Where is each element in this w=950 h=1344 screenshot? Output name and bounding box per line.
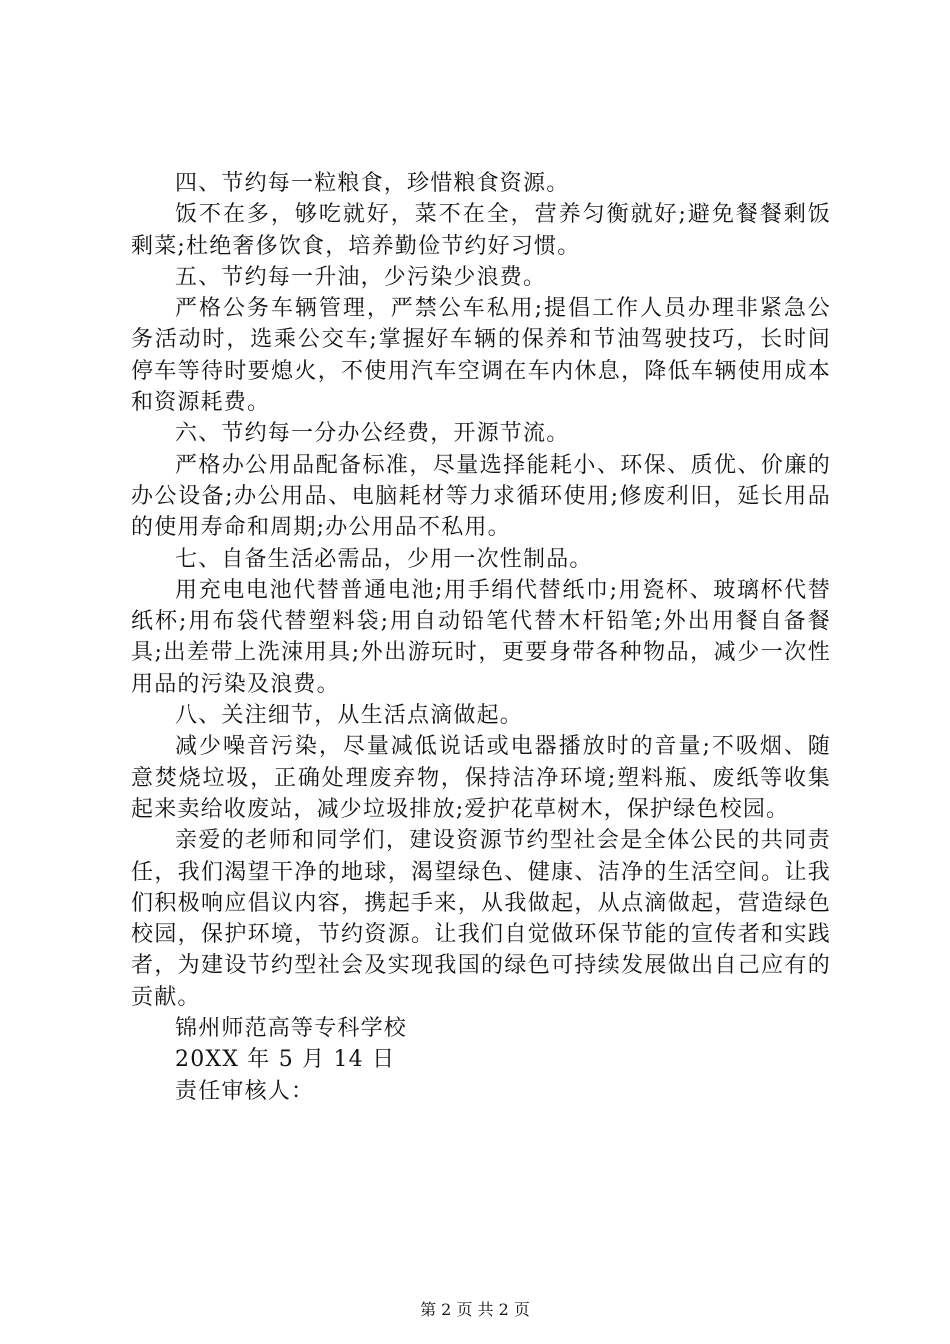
heading-daily-items: 七、自备生活必需品，少用一次性制品。 bbox=[175, 546, 593, 572]
paragraph-closing: 亲爱的老师和同学们，建设资源节约型社会是全体公民的共同责任，我们渴望干净的地球，渴望绿色、健康、洁净的生活空间。让我们积极响应倡议内容，携起手来，从我做起，从点滴做起，营造绿色校园，保护环境，节约资源。让我们自觉做环保节能的宣传者和实践者，为建设节约型社会及实现我国的绿色可持续发展做出自己应有的贡献。 bbox=[131, 828, 831, 1010]
paragraph-details: 减少噪音污染，尽量减低说话或电器播放时的音量;不吸烟、随意焚烧垃圾，正确处理废弃物，保持洁净环境;塑料瓶、废纸等收集起来卖给收废站，减少垃圾排放;爱护花草树木，保护绿色校园。 bbox=[131, 734, 831, 822]
paragraph-office-expense: 严格办公用品配备标准，尽量选择能耗小、环保、质优、价廉的办公设备;办公用品、电脑耗材等力求循环使用;修废利旧，延长用品的使用寿命和周期;办公用品不私用。 bbox=[131, 452, 831, 541]
heading-oil: 五、节约每一升油，少污染少浪费。 bbox=[175, 264, 547, 290]
heading-office-expense: 六、节约每一分办公经费，开源节流。 bbox=[175, 421, 570, 447]
paragraph-food: 饭不在多，够吃就好，菜不在全，营养匀衡就好;避免餐餐剩饭剩菜;杜绝奢侈饮食，培养勤俭节约好习惯。 bbox=[131, 202, 831, 259]
signature-date: 20XX 年 5 月 14 日 bbox=[175, 1047, 396, 1073]
signature-reviewer: 责任审核人： bbox=[175, 1078, 315, 1104]
heading-details: 八、关注细节，从生活点滴做起。 bbox=[175, 703, 524, 729]
paragraph-daily-items: 用充电电池代替普通电池;用手绢代替纸巾;用瓷杯、玻璃杯代替纸杯;用布袋代替塑料袋;用自动铅笔代替木杆铅笔;外出用餐自备餐具;出差带上洗涑用具;外出游玩时，更要身带各种物品，减少一次性用品的污染及浪费。 bbox=[131, 577, 831, 697]
paragraph-oil: 严格公务车辆管理，严禁公车私用;提倡工作人员办理非紧急公务活动时，选乘公交车;掌握好车辆的保养和节油驾驶技巧，长时间停车等待时要熄火，不使用汽车空调在车内休息，降低车辆使用成本和资源耗费。 bbox=[131, 296, 831, 416]
heading-food: 四、节约每一粒粮食，珍惜粮食资源。 bbox=[175, 171, 570, 196]
document-body bbox=[131, 168, 831, 1107]
page-number-footer: 第 2 页 共 2 页 bbox=[420, 1300, 530, 1319]
signature-school: 锦州师范高等专科学校 bbox=[175, 1016, 408, 1042]
